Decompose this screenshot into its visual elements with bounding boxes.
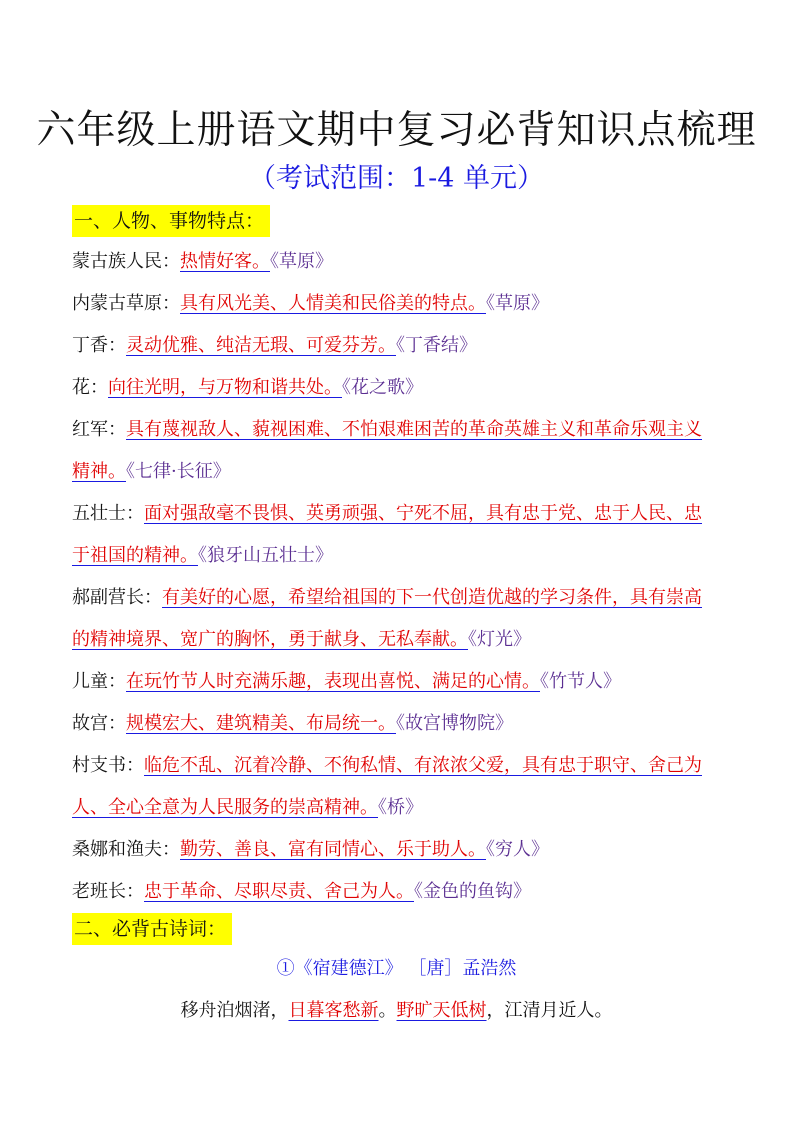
item-line [72,871,732,913]
item-line [72,409,732,451]
item-answer: 具有风光美、人情美和民俗美的特点。 [180,293,486,314]
item-source: 《丁香结》 [396,335,477,356]
item-label: 蒙古族人民： [72,251,180,272]
item-answer: 热情好客。 [180,251,270,272]
item-source: 《狼牙山五壮士》 [198,545,333,566]
item-answer: 在玩竹节人时充满乐趣，表现出喜悦、满足的心情。 [126,671,540,692]
poem-key-phrase: 野旷天低树 [396,1000,487,1021]
item-label: 桑娜和渔夫： [72,839,180,860]
item-answer: 规模宏大、建筑精美、布局统一。 [126,713,396,734]
item-answer: 向往光明，与万物和谐共处。 [108,377,342,398]
item-label: 故宫： [72,713,126,734]
item-answer: 忠于革命、尽职尽责、舍己为人。 [144,881,414,902]
item-line [72,703,732,745]
item-label: 丁香： [72,335,126,356]
item-line-continued [72,619,732,661]
item-source: 《桥》 [378,797,423,818]
item-answer: 临危不乱、沉着冷静、不徇私情、有浓浓父爱，具有忠于职守、舍己为 [144,755,702,776]
item-source: 《七律·长征》 [126,461,231,482]
poem-key-phrase: 日暮客愁新 [288,1000,379,1021]
item-source: 《草原》 [270,251,333,272]
item-label: 内蒙古草原： [72,293,180,314]
item-label: 村支书： [72,755,144,776]
item-source: 《竹节人》 [540,671,621,692]
item-answer: 灵动优雅、纯洁无瑕、可爱芬芳。 [126,335,396,356]
list-item [72,577,732,661]
list-item [72,283,732,325]
item-answer: 具有蔑视敌人、藐视困难、不怕艰难困苦的革命英雄主义和革命乐观主义 [126,419,702,440]
item-answer: 面对强敌毫不畏惧、英勇顽强、宁死不屈，具有忠于党、忠于人民、忠 [144,503,702,524]
item-source: 《花之歌》 [342,377,423,398]
item-label: 老班长： [72,881,144,902]
list-item [72,745,732,829]
poem-text: 移舟泊烟渚， [180,1000,289,1021]
section-heading-poems: 二、必背古诗词： [72,913,232,945]
list-item [72,871,732,913]
item-answer: 有美好的心愿，希望给祖国的下一代创造优越的学习条件，具有崇高 [162,587,702,608]
item-line [72,661,732,703]
item-line-continued [72,451,732,493]
item-line [72,283,732,325]
item-label: 郝副营长： [72,587,162,608]
item-answer-continued: 精神。 [72,461,126,482]
list-item [72,241,732,283]
item-label: 儿童： [72,671,126,692]
list-item [72,409,732,493]
item-line [72,577,732,619]
item-line [72,325,732,367]
item-answer-continued: 于祖国的精神。 [72,545,198,566]
item-source: 《灯光》 [468,629,531,650]
list-item [72,829,732,871]
item-source: 《草原》 [486,293,549,314]
item-label: 五壮士： [72,503,144,524]
item-answer: 勤劳、善良、富有同情心、乐于助人。 [180,839,486,860]
list-item [72,703,732,745]
item-line-continued [72,787,732,829]
page-title: 六年级上册语文期中复习必背知识点梳理 [36,108,757,153]
item-source: 《金色的鱼钩》 [414,881,531,902]
item-line [72,745,732,787]
list-item [72,325,732,367]
item-line [72,493,732,535]
item-line-continued [72,535,732,577]
item-label: 红军： [72,419,126,440]
list-item [72,367,732,409]
item-line [72,829,732,871]
poem-text: ，江清月近人。 [486,1000,613,1021]
item-source: 《穷人》 [486,839,549,860]
poem-title: ①《宿建德江》 ［唐］孟浩然 [276,958,517,979]
item-line [72,367,732,409]
page-subtitle: （考试范围：1-4 单元） [248,163,545,194]
poem-text: 。 [378,1000,397,1021]
section-heading-characteristics: 一、人物、事物特点： [72,205,270,237]
item-source: 《故宫博物院》 [396,713,513,734]
item-label: 花： [72,377,108,398]
item-answer-continued: 的精神境界、宽广的胸怀，勇于献身、无私奉献。 [72,629,468,650]
item-line [72,241,732,283]
list-item [72,661,732,703]
item-answer-continued: 人、全心全意为人民服务的崇高精神。 [72,797,378,818]
list-item [72,493,732,577]
poem-line [0,996,793,1026]
